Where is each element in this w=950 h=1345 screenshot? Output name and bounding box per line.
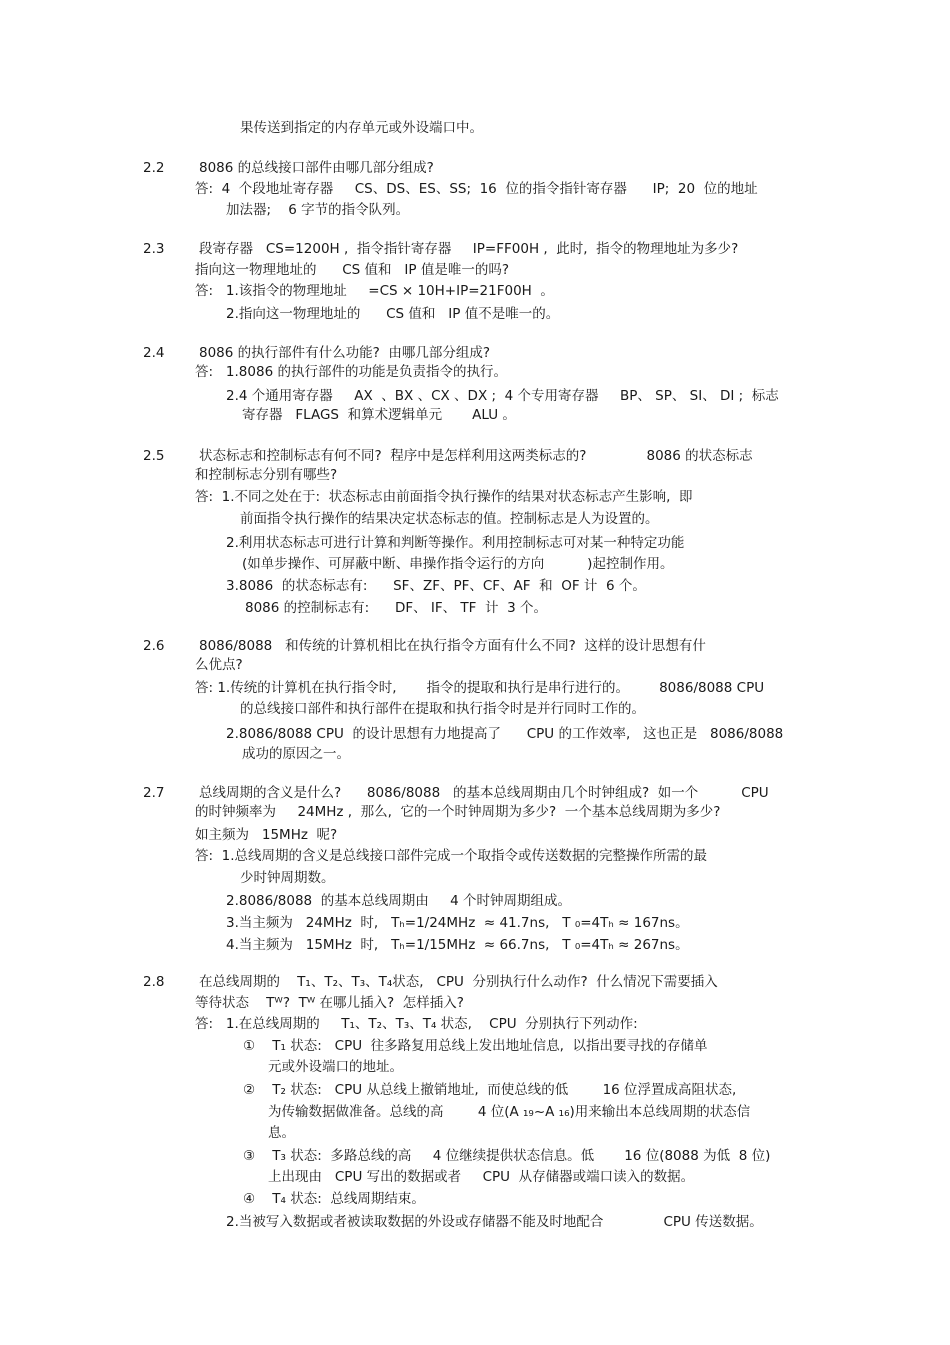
answer-text: ② T₂ 状态: CPU 从总线上撤销地址, 而使总线的低 16 位浮置成高阻状态, — [243, 1082, 737, 1098]
answer-text: 答: 1.传统的计算机在执行指令时, 指令的提取和执行是串行进行的。 8086/8088 CPU — [195, 680, 765, 696]
question-number: 2.5 — [143, 448, 165, 464]
question-number: 2.6 — [143, 638, 165, 654]
answer-text: 2.当被写入数据或者被读取数据的外设或存储器不能及时地配合 CPU 传送数据。 — [226, 1214, 763, 1230]
answer-text: 加法器; 6 字节的指令队列。 — [226, 202, 410, 218]
answer-text: 2.4 个通用寄存器 AX 、BX 、CX 、DX ; 4 个专用寄存器 BP、 SP、 SI、 DI ; 标志 — [226, 388, 779, 404]
question-number: 2.2 — [143, 160, 165, 176]
answer-text: 前面指令执行操作的结果决定状态标志的值。控制标志是人为设置的。 — [240, 511, 659, 527]
question-text: 么优点? — [195, 657, 243, 673]
question-text: 8086/8088 和传统的计算机相比在执行指令方面有什么不同? 这样的设计思想有什 — [199, 638, 706, 654]
question-text: 的时钟频率为 24MHz , 那么, 它的一个时钟周期为多少? 一个基本总线周期为多少? — [195, 804, 721, 820]
question-text: 和控制标志分别有哪些? — [195, 467, 338, 483]
question-number: 2.7 — [143, 785, 165, 801]
question-text: 总线周期的含义是什么? 8086/8088 的基本总线周期由几个时钟组成? 如一个 CPU — [199, 785, 769, 801]
question-text: 在总线周期的 T₁、T₂、T₃、T₄状态, CPU 分别执行什么动作? 什么情况下需要插入 — [199, 974, 718, 990]
question-text: 8086 的总线接口部件由哪几部分组成? — [199, 160, 434, 176]
answer-text: ④ T₄ 状态: 总线周期结束。 — [243, 1191, 425, 1207]
answer-text: ③ T₃ 状态: 多路总线的高 4 位继续提供状态信息。低 16 位(8088 为低 8 位) — [243, 1148, 771, 1164]
question-text: 段寄存器 CS=1200H , 指令指针寄存器 IP=FF00H , 此时, 指令的物理地址为多少? — [199, 241, 739, 257]
answer-text: ① T₁ 状态: CPU 往多路复用总线上发出地址信息, 以指出要寻找的存储单 — [243, 1038, 708, 1054]
answer-text: 答: 4 个段地址寄存器 CS、DS、ES、SS; 16 位的指令指针寄存器 IP; 20 位的地址 — [195, 181, 758, 197]
answer-text: 4.当主频为 15MHz 时, Tₕ=1/15MHz ≈ 66.7ns, T ₀=4Tₕ ≈ 267ns。 — [226, 937, 689, 953]
answer-text: 2.8086/8088 CPU 的设计思想有力地提高了 CPU 的工作效率, 这也正是 8086/8088 — [226, 726, 784, 742]
text-line: 果传送到指定的内存单元或外设端口中。 — [240, 120, 483, 136]
answer-text: 答: 1.8086 的执行部件的功能是负责指令的执行。 — [195, 364, 507, 380]
answer-text: 成功的原因之一。 — [242, 746, 350, 762]
answer-text: 答: 1.在总线周期的 T₁、T₂、T₃、T₄ 状态, CPU 分别执行下列动作: — [195, 1016, 638, 1032]
answer-text: (如单步操作、可屏蔽中断、串操作指令运行的方向 )起控制作用。 — [242, 556, 674, 572]
question-text: 8086 的执行部件有什么功能? 由哪几部分组成? — [199, 345, 491, 361]
answer-text: 为传输数据做准备。总线的高 4 位(A ₁₉~A ₁₆)用来输出本总线周期的状态信 — [268, 1104, 751, 1120]
answer-text: 元或外设端口的地址。 — [268, 1059, 403, 1075]
question-number: 2.8 — [143, 974, 165, 990]
answer-text: 2.利用状态标志可进行计算和判断等操作。利用控制标志可对某一种特定功能 — [226, 535, 685, 551]
answer-text: 8086 的控制标志有: DF、 IF、 TF 计 3 个。 — [245, 600, 547, 616]
answer-text: 的总线接口部件和执行部件在提取和执行指令时是并行同时工作的。 — [240, 701, 645, 717]
answer-text: 2.指向这一物理地址的 CS 值和 IP 值不是唯一的。 — [226, 306, 560, 322]
answer-text: 少时钟周期数。 — [240, 870, 335, 886]
question-number: 2.4 — [143, 345, 165, 361]
answer-text: 息。 — [268, 1125, 295, 1141]
answer-text: 3.当主频为 24MHz 时, Tₕ=1/24MHz ≈ 41.7ns, T ₀=4Tₕ ≈ 167ns。 — [226, 915, 689, 931]
question-text: 等待状态 Tᵂ? Tᵂ 在哪儿插入? 怎样插入? — [195, 995, 464, 1011]
answer-text: 答: 1.该指令的物理地址 =CS × 10H+IP=21F00H 。 — [195, 283, 554, 299]
answer-text: 答: 1.不同之处在于: 状态标志由前面指令执行操作的结果对状态标志产生影响, 即 — [195, 489, 693, 505]
question-text: 如主频为 15MHz 呢? — [195, 827, 338, 843]
question-text: 指向这一物理地址的 CS 值和 IP 值是唯一的吗? — [195, 262, 509, 278]
question-text: 状态标志和控制标志有何不同? 程序中是怎样利用这两类标志的? 8086 的状态标志 — [199, 448, 753, 464]
answer-text: 答: 1.总线周期的含义是总线接口部件完成一个取指令或传送数据的完整操作所需的最 — [195, 848, 708, 864]
answer-text: 寄存器 FLAGS 和算术逻辑单元 ALU 。 — [242, 407, 516, 423]
answer-text: 3.8086 的状态标志有: SF、ZF、PF、CF、AF 和 OF 计 6 个。 — [226, 578, 646, 594]
answer-text: 2.8086/8088 的基本总线周期由 4 个时钟周期组成。 — [226, 893, 572, 909]
question-number: 2.3 — [143, 241, 165, 257]
answer-text: 上出现由 CPU 写出的数据或者 CPU 从存储器或端口读入的数据。 — [268, 1169, 695, 1185]
